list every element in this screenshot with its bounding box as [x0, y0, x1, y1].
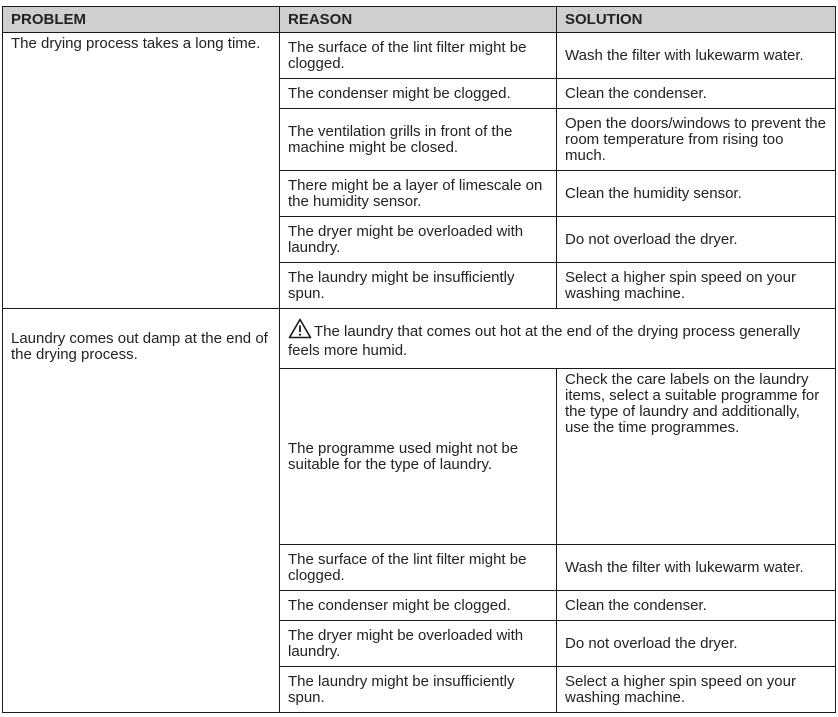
- solution-cell: Clean the humidity sensor.: [557, 171, 836, 217]
- note-row: [3, 309, 836, 369]
- reason-cell: The laundry might be insufficiently spun.: [280, 263, 557, 309]
- solution-cell: Open the doors/windows to prevent the room temperature from rising too much.: [557, 109, 836, 171]
- reason-cell: The surface of the lint filter might be clogged.: [280, 33, 557, 79]
- header-solution: SOLUTION: [557, 7, 836, 33]
- reason-cell: The surface of the lint filter might be clogged.: [280, 545, 557, 591]
- solution-cell: Do not overload the dryer.: [557, 217, 836, 263]
- reason-cell: There might be a layer of limescale on the humidity sensor.: [280, 171, 557, 217]
- solution-cell: Wash the filter with lukewarm water.: [557, 545, 836, 591]
- solution-cell: Clean the condenser.: [557, 79, 836, 109]
- solution-cell: Select a higher spin speed on your washing machine.: [557, 263, 836, 309]
- reason-cell: The ventilation grills in front of the machine might be closed.: [280, 109, 557, 171]
- header-problem: PROBLEM: [3, 7, 280, 33]
- solution-cell: Select a higher spin speed on your washing machine.: [557, 667, 836, 713]
- solution-cell: Wash the filter with lukewarm water.: [557, 33, 836, 79]
- reason-cell: The laundry might be insufficiently spun.: [280, 667, 557, 713]
- header-row: [3, 7, 836, 33]
- problem-cell: Laundry comes out damp at the end of the drying process.: [3, 309, 280, 713]
- warning-triangle-icon: [288, 318, 312, 343]
- header-reason: REASON: [280, 7, 557, 33]
- solution-cell: Do not overload the dryer.: [557, 621, 836, 667]
- note-cell: [280, 309, 836, 369]
- solution-cell: Clean the condenser.: [557, 591, 836, 621]
- reason-cell: The condenser might be clogged.: [280, 591, 557, 621]
- reason-cell: The dryer might be overloaded with laundry.: [280, 217, 557, 263]
- troubleshooting-table: [2, 6, 836, 713]
- note-text: The laundry that comes out hot at the end of the drying process generally feels more humid.: [288, 323, 801, 359]
- reason-cell: The dryer might be overloaded with laundry.: [280, 621, 557, 667]
- problem-cell: The drying process takes a long time.: [3, 33, 280, 309]
- solution-cell: Check the care labels on the laundry items, select a suitable programme for the type of laundry and additionally, use the time programmes.: [557, 369, 836, 545]
- reason-cell: The programme used might not be suitable for the type of laundry.: [280, 369, 557, 545]
- reason-cell: The condenser might be clogged.: [280, 79, 557, 109]
- table-row: [3, 33, 836, 79]
